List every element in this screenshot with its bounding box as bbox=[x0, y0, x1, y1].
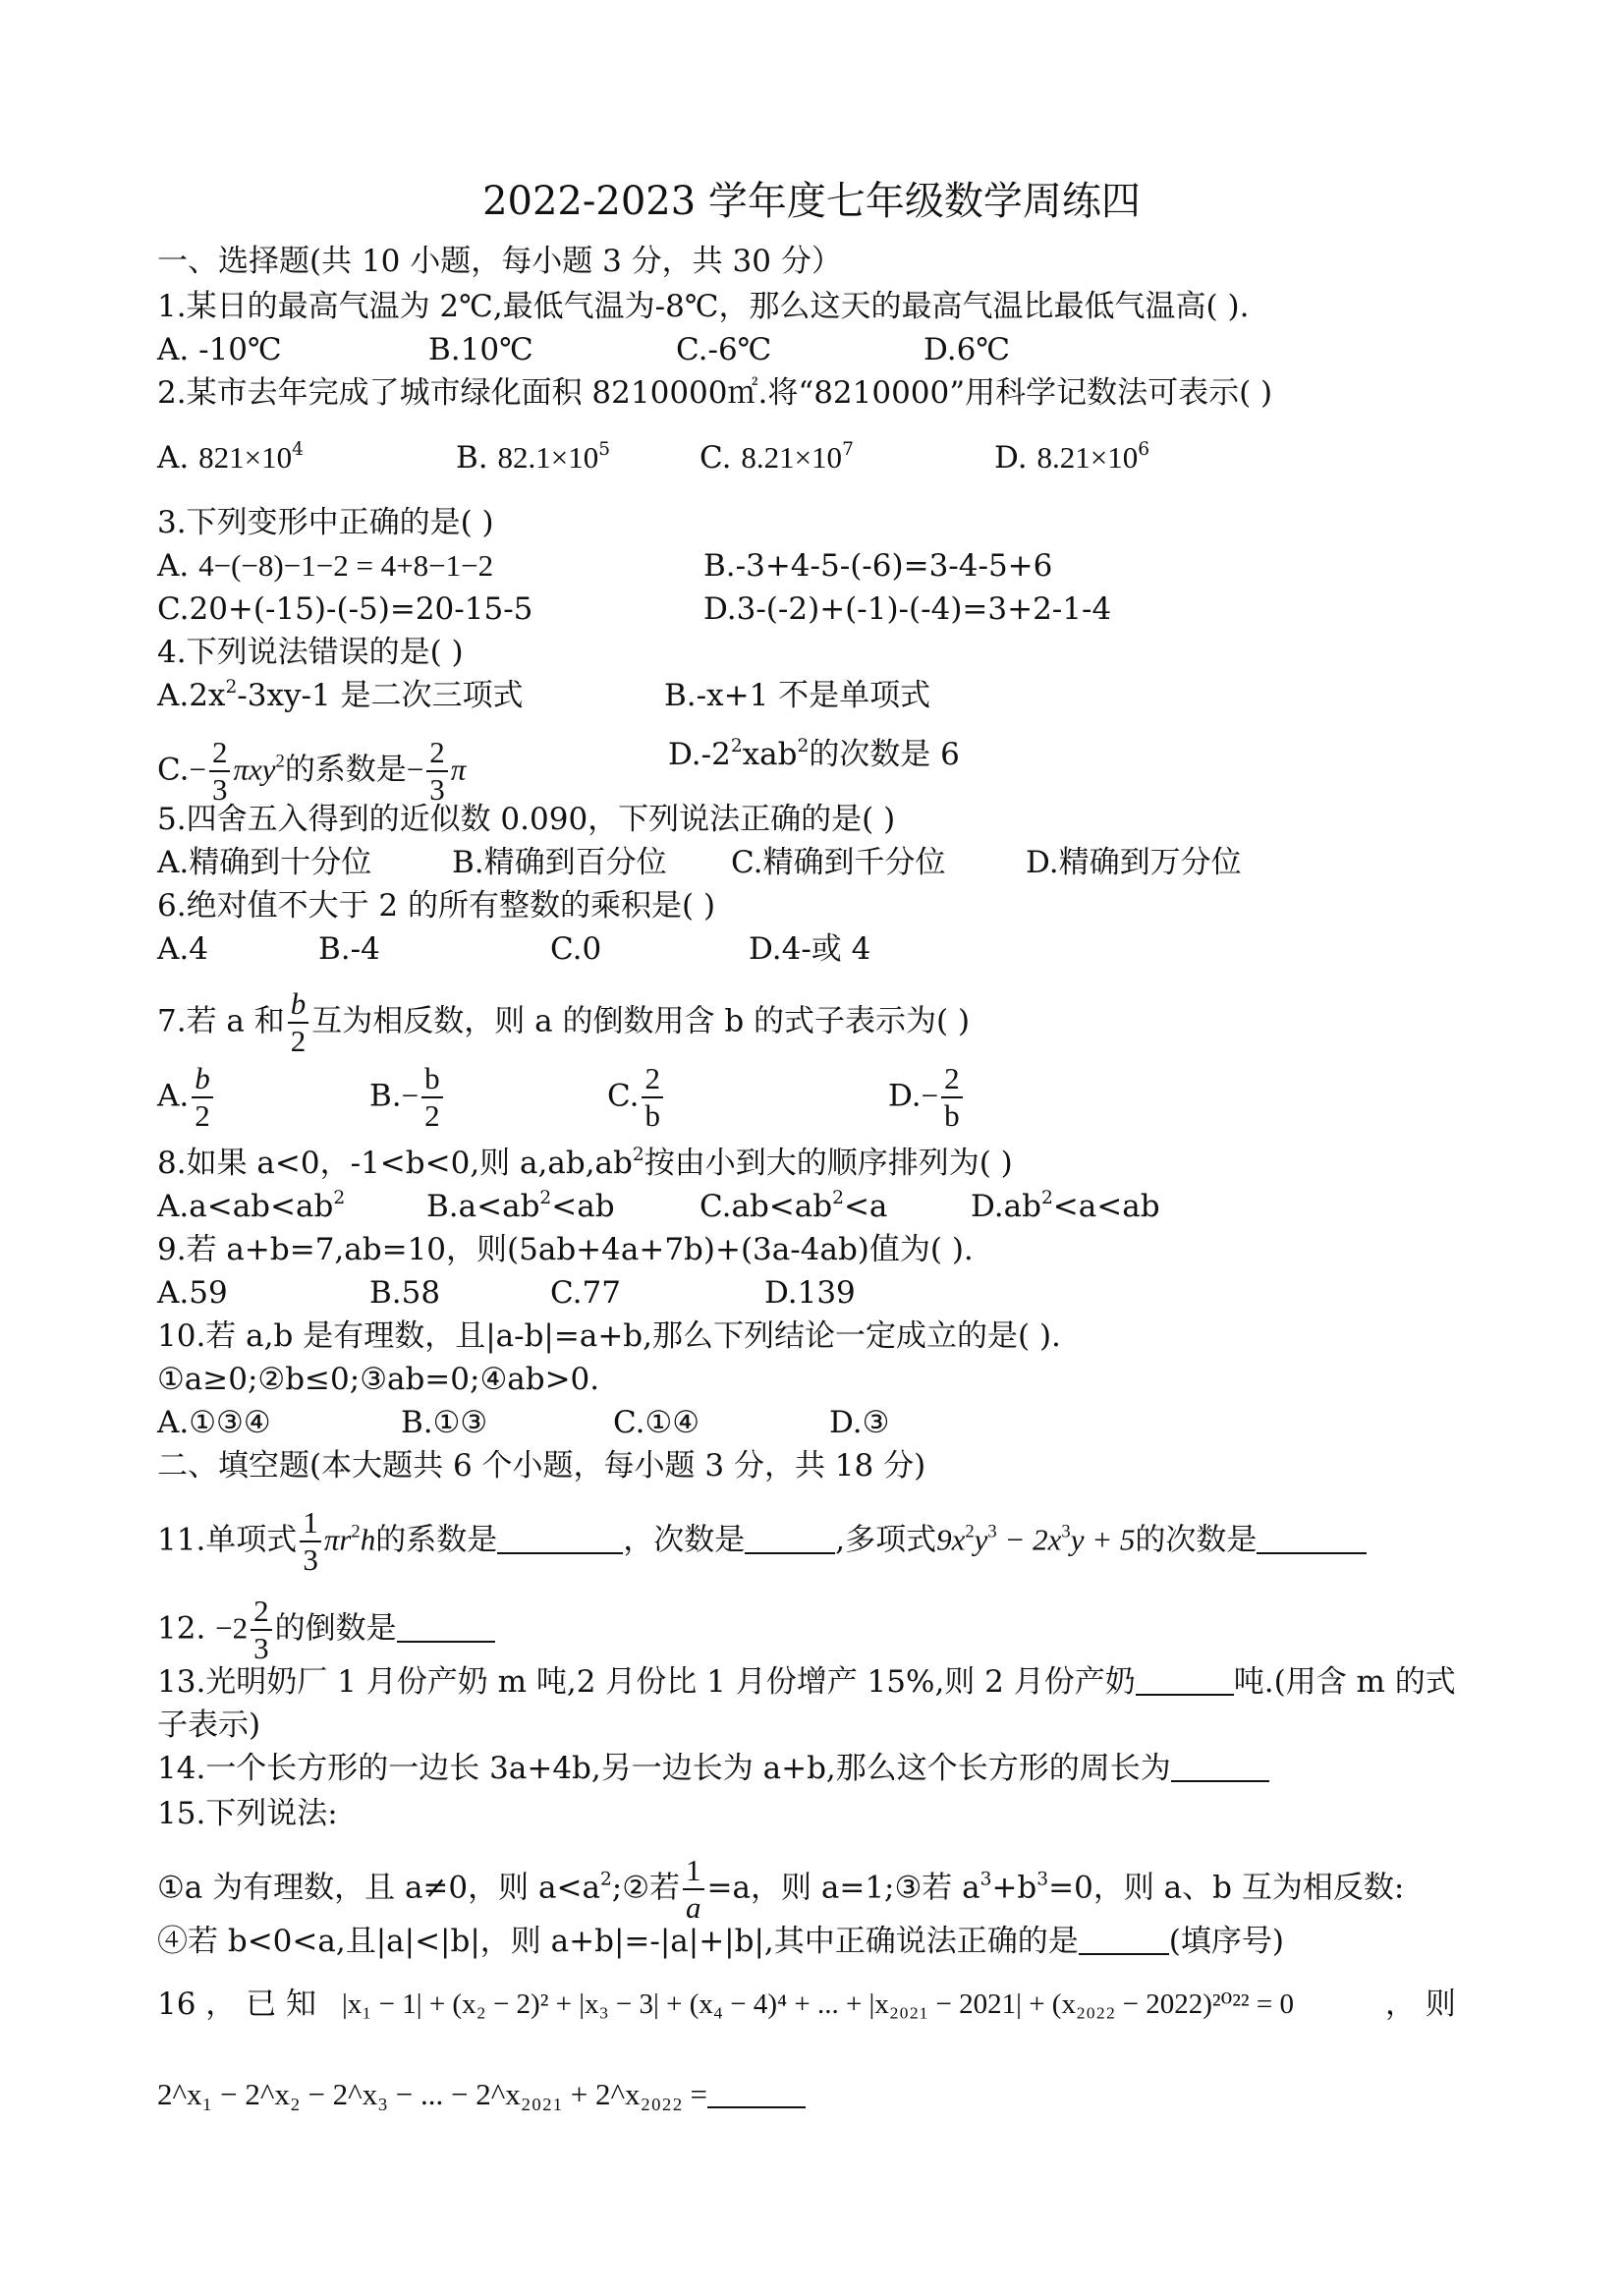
q9-option-c: C.77 bbox=[550, 1275, 621, 1311]
q9-stem: 9.若 a+b=7,ab=10，则(5ab+4a+7b)+(3a-4ab)值为( ). bbox=[157, 1232, 974, 1267]
q15-line-2: ④若 b<0<a,且|a|<|b|，则 a+b|=-|a|+|b|,其中正确说法正确的是 (填序号) bbox=[157, 1924, 1284, 1959]
q5-option-b: B.精确到百分位 bbox=[452, 845, 667, 880]
q13-stem: 13.光明奶厂 1 月份产奶 m 吨,2 月份比 1 月份增产 15%,则 2 月份产奶 吨.(用含 m 的式 bbox=[157, 1664, 1456, 1700]
q10-stem: 10.若 a,b 是有理数，且|a-b|=a+b,那么下列结论一定成立的是( ). bbox=[157, 1318, 1061, 1354]
q7-option-a: A. $\frac{b}{2}$ bbox=[157, 1061, 216, 1134]
q8-option-a: $A.a<ab<ab^2$ bbox=[157, 1187, 346, 1224]
q15-line-1: ①a 为有理数，且 a≠0，则 $a<a^2;②$若 $\frac{1}{a}$ =a，则 a=1;③若 $a^3+b^3=0$，则 a、b 互为相反数: bbox=[157, 1853, 1405, 1925]
q3-option-b: B.-3+4-5-(-6)=3-4-5+6 bbox=[703, 548, 1053, 584]
q10-option-a: A.①③④ bbox=[157, 1405, 271, 1440]
q9-option-a: A.59 bbox=[157, 1275, 228, 1311]
q11-stem: 11.单项式 $\frac{1}{3}$ $\pi r^2h$的系数是 ，次数是 ,多项式$9x^2y^3 - 2x^3y + 5$的次数是 bbox=[157, 1505, 1367, 1578]
q9-option-b: B.58 bbox=[369, 1275, 441, 1311]
section-1-heading: 一、选择题(共 10 小题，每小题 3 分，共 30 分） bbox=[157, 244, 842, 279]
q6-option-a: A.4 bbox=[157, 931, 208, 967]
q10-conditions: ①a≥0;②b≤0;③ab=0;④ab>0. bbox=[157, 1362, 600, 1397]
q16-blank[interactable] bbox=[707, 2077, 806, 2108]
q7-option-c: C. $\frac{2}{b}$ bbox=[607, 1061, 666, 1134]
q13-blank[interactable] bbox=[1136, 1664, 1234, 1696]
q7-stem: 7.若 a 和 $\frac{b}{2}$ 互为相反数，则 a 的倒数用含 b 的式子表示为( ) bbox=[157, 986, 971, 1058]
q1-option-a: A. -10℃ bbox=[157, 332, 282, 367]
q2-option-b: B. $82.1\times 10^5$ bbox=[456, 438, 611, 476]
q1-option-b: B.10℃ bbox=[428, 332, 533, 367]
q7-option-b: B.− $\frac{b}{2}$ bbox=[369, 1061, 446, 1134]
q16-condition-expression: |x₁ − 1| + (x₂ − 2)² + |x₃ − 3| + (x₄ − 4)⁴ + ... + |x₂₀₂₁ − 2021| + (x₂₀₂₂ − 2022)²⁰²² = 0 bbox=[342, 1988, 1294, 2020]
q11-blank-poly-degree[interactable] bbox=[1257, 1523, 1367, 1554]
q4-option-b: B.-x+1 不是单项式 bbox=[664, 678, 931, 713]
q6-option-d: D.4-或 4 bbox=[749, 931, 871, 967]
section-2-heading: 二、填空题(本大题共 6 个小题，每小题 3 分，共 18 分) bbox=[157, 1448, 926, 1484]
q8-stem: 8.如果 a<0，-1<b<0,则 $a,ab,ab^2$按由小到大的顺序排列为( ) bbox=[157, 1144, 1013, 1181]
q9-option-d: D.139 bbox=[764, 1275, 856, 1311]
q16-then: ， 则 bbox=[1385, 1987, 1456, 2022]
q3-option-d: D.3-(-2)+(-1)-(-4)=3+2-1-4 bbox=[703, 591, 1112, 627]
q16-target-expression: 2^x₁ − 2^x₂ − 2^x₃ − ... − 2^x₂₀₂₁ + 2^x₂₀₂₂ = bbox=[157, 2075, 806, 2114]
q15-blank[interactable] bbox=[1079, 1924, 1169, 1955]
q5-option-c: C.精确到千分位 bbox=[731, 845, 946, 880]
q8-option-d: $D.ab^2<a<ab$ bbox=[971, 1187, 1160, 1224]
q7-option-d: D.− $\frac{2}{b}$ bbox=[888, 1061, 966, 1134]
q1-option-c: C.-6℃ bbox=[676, 332, 772, 367]
q11-blank-coefficient[interactable] bbox=[497, 1523, 623, 1554]
q6-option-c: C.0 bbox=[550, 931, 602, 967]
q3-option-c: C.20+(-15)-(-5)=20-15-5 bbox=[157, 591, 533, 627]
q1-option-d: D.6℃ bbox=[923, 332, 1011, 367]
q2-option-d: D. $8.21\times 10^6$ bbox=[994, 438, 1150, 476]
q2-option-a: A. $821\times 10^4$ bbox=[157, 438, 304, 476]
q12-blank[interactable] bbox=[397, 1611, 495, 1643]
q8-option-c: $C.ab<ab^2<a$ bbox=[700, 1187, 888, 1224]
q4-option-c: C.− $\frac{2}{3}$ πxy$^2$的系数是− $\frac{2}{3}$ π bbox=[157, 735, 467, 807]
q15-stem: 15.下列说法: bbox=[157, 1796, 338, 1831]
q12-stem: 12. −2 $\frac{2}{3}$ 的倒数是 bbox=[157, 1594, 495, 1666]
q10-option-b: B.①③ bbox=[401, 1405, 488, 1440]
q3-stem: 3.下列变形中正确的是( ) bbox=[157, 505, 494, 540]
q14-stem: 14.一个长方形的一边长 3a+4b,另一边长为 a+b,那么这个长方形的周长为 bbox=[157, 1749, 1269, 1788]
q13-stem-cont: 子表示) bbox=[157, 1708, 261, 1743]
q4-stem: 4.下列说法错误的是( ) bbox=[157, 635, 464, 670]
q4-option-d: $D.-2^2xab^2$的次数是 6 bbox=[668, 735, 960, 772]
q5-option-a: A.精确到十分位 bbox=[157, 845, 372, 880]
q14-blank[interactable] bbox=[1171, 1751, 1269, 1782]
q1-stem: 1.某日的最高气温为 2℃,最低气温为-8℃，那么这天的最高气温比最低气温高( ). bbox=[157, 289, 1250, 324]
q3-option-a: A. 4−(−8)−1−2 = 4+8−1−2 bbox=[157, 548, 494, 584]
q11-blank-degree[interactable] bbox=[745, 1523, 835, 1554]
q6-option-b: B.-4 bbox=[318, 931, 380, 967]
q2-option-c: C. $8.21\times 10^7$ bbox=[700, 438, 854, 476]
q10-option-d: D.③ bbox=[829, 1405, 890, 1440]
q10-option-c: C.①④ bbox=[613, 1405, 700, 1440]
q2-stem: 2.某市去年完成了城市绿化面积 8210000㎡.将“8210000”用科学记数法可表示( ) bbox=[157, 375, 1273, 411]
q4-option-a: $A.2x^2-3xy-1$ 是二次三项式 bbox=[157, 676, 524, 713]
page-title: 2022-2023 学年度七年级数学周练四 bbox=[482, 179, 1141, 224]
q5-option-d: D.精确到万分位 bbox=[1026, 845, 1242, 880]
q5-stem: 5.四舍五入得到的近似数 0.090，下列说法正确的是( ) bbox=[157, 802, 896, 837]
q6-stem: 6.绝对值不大于 2 的所有整数的乘积是( ) bbox=[157, 888, 716, 924]
q16-stem-label: 16 ， 已 知 bbox=[157, 1987, 317, 2022]
q8-option-b: $B.a<ab^2<ab$ bbox=[426, 1187, 615, 1224]
